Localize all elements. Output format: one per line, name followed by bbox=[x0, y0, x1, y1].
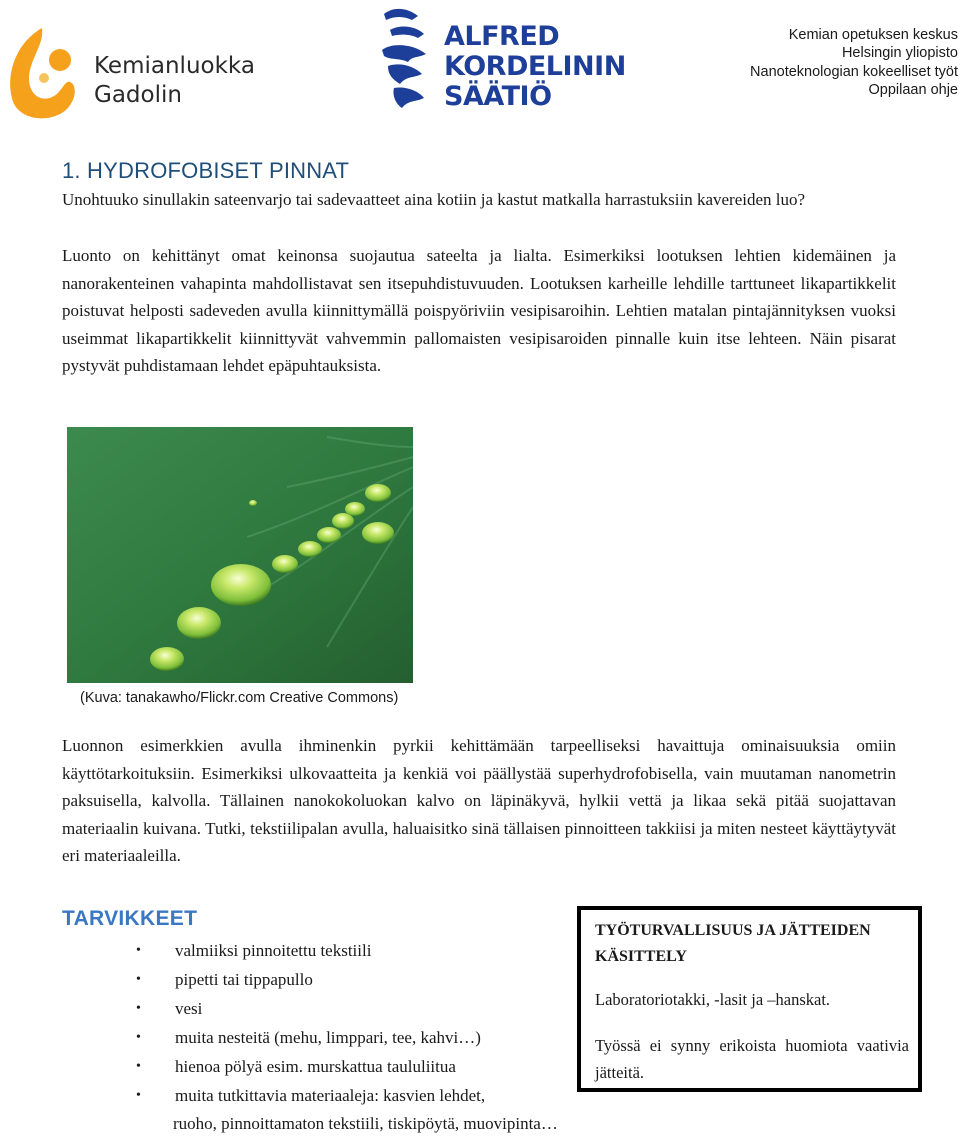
application-paragraph: Luonnon esimerkkien avulla ihminenkin pyrkii kehittämään tarpeelliseksi havaittuja ominaisuuksia omiin käyttötarkoituksiin. Esimerkiksi ulkovaatteita ja kenkiä voi päällystää superhydrofobisella, vain muutaman nanometrin paksuisella, kalvolla. Tällainen nanokokoluokan kalvo on läpinäkyvä, hylkii vettä ja likaa sekä pitää suojattavan materiaalin kuivana. Tutki, tekstiilipalan avulla, haluaisitko sinä tällaisen pinnoitteen takkiisi ja miten nesteet käyttäytyvät eri materiaaleilla. bbox=[62, 736, 896, 865]
kordelin-line-2: KORDELININ bbox=[444, 51, 626, 82]
gadolin-logo-icon bbox=[4, 24, 94, 124]
bullet-icon: • bbox=[136, 943, 141, 958]
header-info-line-4: Oppilaan ohje bbox=[868, 82, 958, 99]
list-item: • pipetti tai tippapullo bbox=[130, 965, 670, 994]
intro-paragraph: Unohtuuko sinullakin sateenvarjo tai sadevaatteet aina kotiin ja kastut matkalla harrastuksiin kavereiden luo? bbox=[62, 190, 806, 209]
lotus-paragraph: Luonto on kehittänyt omat keinonsa suojautua sateelta ja lialta. Esimerkiksi lootuksen lehtien kidemäinen ja nanorakenteinen vahapinta mahdollistavat sen itsepuhdistuvuuden. Lootuksen karheille lehdille tarttuneet likapartikkelit poistuvat helposti sadeveden avulla kiinnittymällä poispyöriviin vesipisaroihin. Lehtien matalan pintajännityksen vuoksi useimmat likapartikkelit kiinnittyvät vahvemmin pallomaisten vesipisaroiden pinnalle kuin itse lehteen. Näin pisarat pystyvät puhdistamaan lehdet epäpuhtauksista. bbox=[62, 246, 896, 375]
safety-protection-text: Laboratoriotakki, -lasit ja –hanskat. bbox=[595, 990, 831, 1009]
list-item: • muita nesteitä (mehu, limppari, tee, kahvi…) bbox=[130, 1023, 670, 1052]
supplies-heading: TARVIKKEET bbox=[62, 907, 198, 930]
leaf-droplets-image bbox=[67, 427, 413, 683]
gadolin-line-2: Gadolin bbox=[94, 82, 182, 108]
list-item: • valmiiksi pinnoitettu tekstiili bbox=[130, 936, 670, 965]
safety-title: TYÖTURVALLISUUS JA JÄTTEIDEN KÄSITTELY bbox=[595, 922, 871, 965]
header-info-line-2: Helsingin yliopisto bbox=[841, 45, 958, 62]
leaf-droplets-photo bbox=[67, 427, 413, 683]
photo-caption: (Kuva: tanakawho/Flickr.com Creative Commons) bbox=[80, 690, 399, 706]
gadolin-logo-text bbox=[94, 52, 255, 110]
safety-waste-text: Työssä ei synny erikoista huomiota vaativia jätteitä. bbox=[595, 1036, 909, 1082]
bullet-icon: • bbox=[136, 1030, 141, 1045]
kordelin-logo-text bbox=[444, 22, 626, 112]
bullet-icon: • bbox=[136, 972, 141, 987]
bullet-icon: • bbox=[136, 1001, 141, 1016]
header-info-line-3: Nanoteknologian kokeelliset työt bbox=[750, 63, 958, 80]
list-item: • muita tutkittavia materiaaleja: kasvien lehdet, bbox=[130, 1081, 670, 1110]
kordelin-portrait-icon bbox=[378, 4, 442, 120]
kordelin-line-3: SÄÄTIÖ bbox=[444, 81, 552, 112]
kordelin-logo bbox=[378, 4, 626, 120]
list-item: • hienoa pölyä esim. murskattua taululiitua bbox=[130, 1052, 670, 1081]
bullet-icon: • bbox=[136, 1059, 141, 1074]
list-item: • vesi bbox=[130, 994, 670, 1023]
header-info bbox=[750, 26, 958, 100]
header-info-line-1: Kemian opetuksen keskus bbox=[788, 27, 958, 43]
gadolin-logo bbox=[4, 24, 254, 124]
supplies-list-continuation: ruoho, pinnoittamaton tekstiili, tiskipöytä, muovipinta… bbox=[173, 1114, 558, 1133]
section-heading: 1. HYDROFOBISET PINNAT bbox=[62, 158, 350, 183]
gadolin-line-1: Kemianluokka bbox=[94, 53, 255, 79]
safety-box bbox=[577, 906, 922, 1092]
bullet-icon: • bbox=[136, 1088, 141, 1103]
kordelin-line-1: ALFRED bbox=[444, 21, 560, 52]
